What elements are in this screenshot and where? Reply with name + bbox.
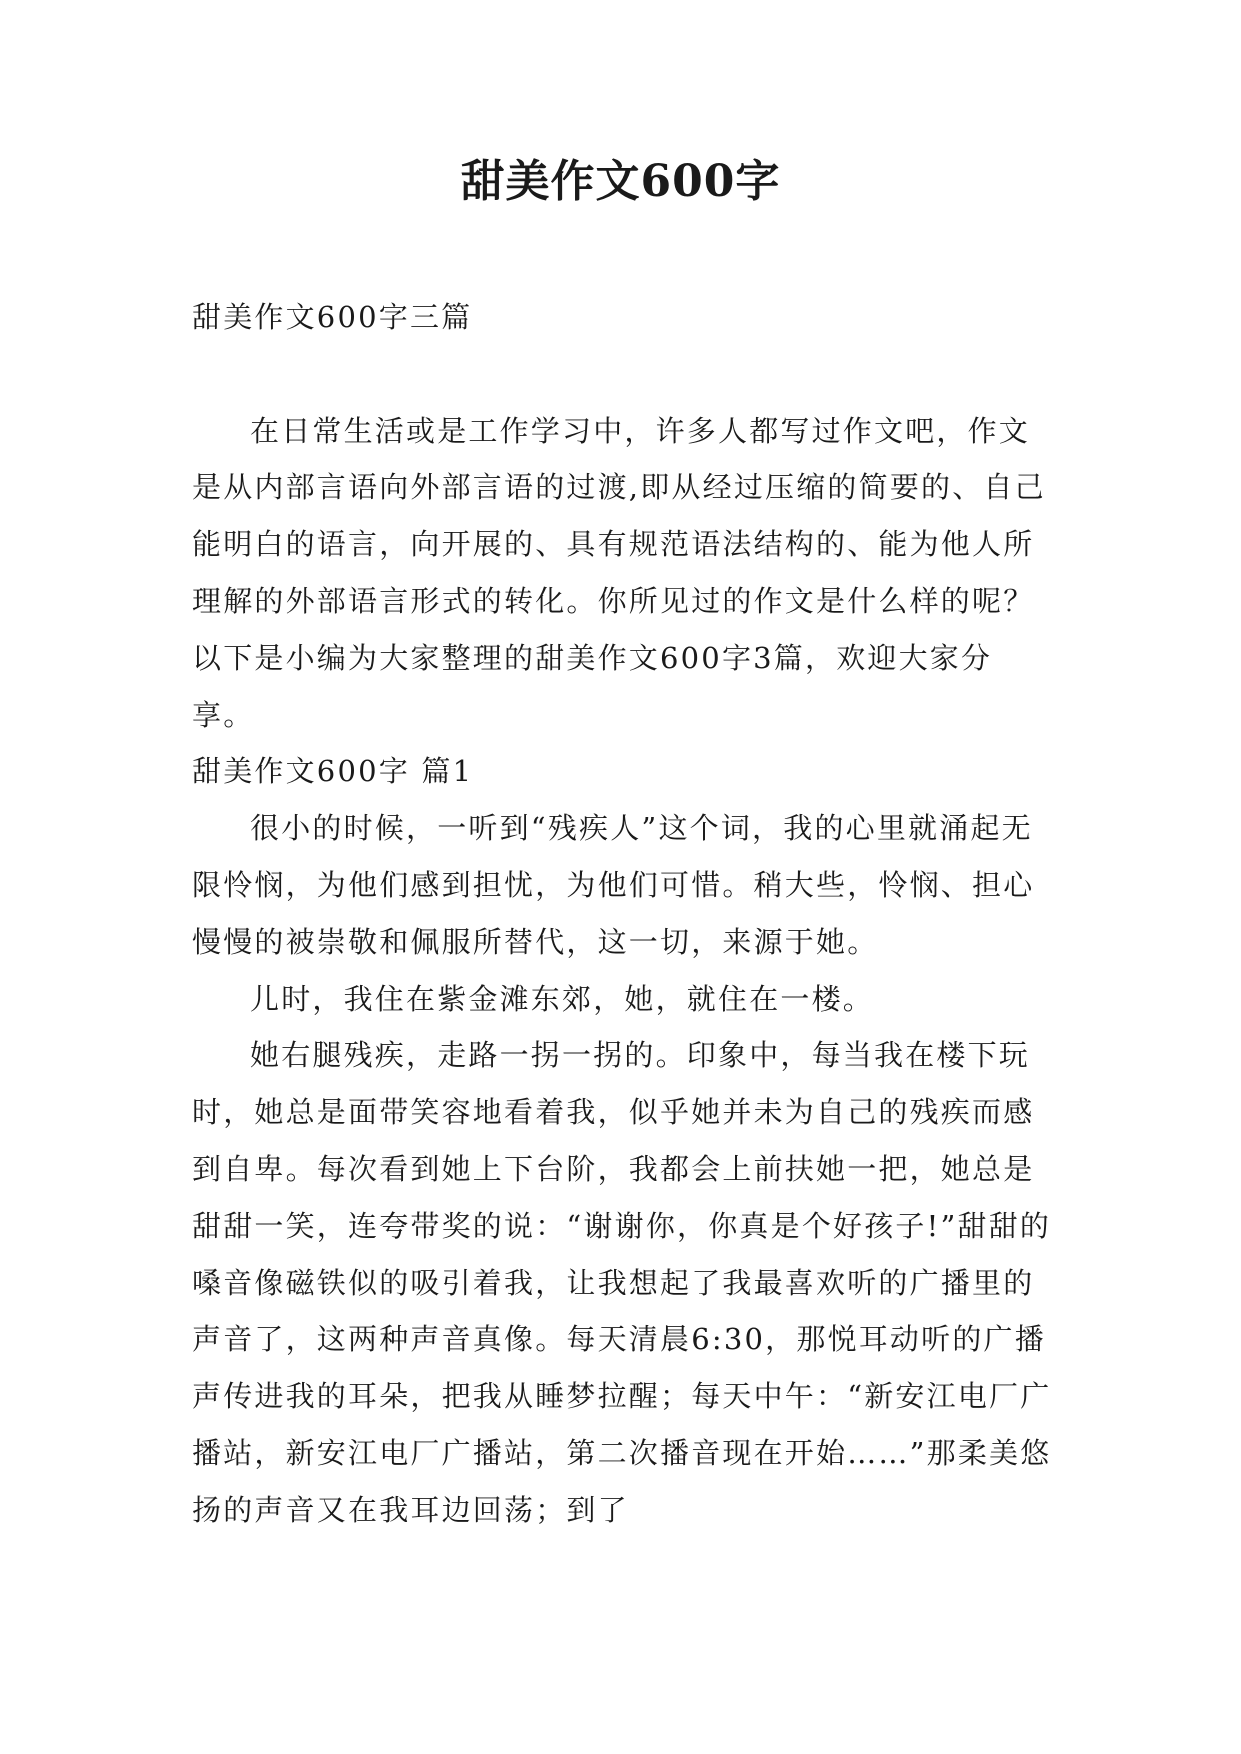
section-heading: 甜美作文600字 篇1 (192, 754, 474, 789)
blank-line (192, 346, 1052, 403)
body-paragraph: 很小的时候，一听到“残疾人”这个词，我的心里就涌起无限怜悯，为他们感到担忧，为他们可惜。稍大些，怜悯、担心慢慢的被崇敬和佩服所替代，这一切，来源于她。 (192, 811, 1035, 959)
body-paragraph: 她右腿残疾，走路一拐一拐的。印象中，每当我在楼下玩时，她总是面带笑容地看着我，似乎她并未为自己的残疾而感到自卑。每次看到她上下台阶，我都会上前扶她一把，她总是甜甜一笑，连夸带奖的说：“谢谢你，你真是个好孩子!”甜甜的嗓音像磁铁似的吸引着我，让我想起了我最喜欢听的广播里的声音了，这两种声音真像。每天清晨6:30，那悦耳动听的广播声传进我的耳朵，把我从睡梦拉醒；每天中午：“新安江电厂广播站，新安江电厂广播站，第二次播音现在开始……”那柔美悠扬的声音又在我耳边回荡；到了 (192, 1038, 1052, 1527)
document-subtitle: 甜美作文600字三篇 (192, 300, 473, 334)
intro-paragraph: 在日常生活或是工作学习中，许多人都写过作文吧，作文是从内部言语向外部言语的过渡,即从经过压缩的简要的、自己能明白的语言，向开展的、具有规范语法结构的、能为他人所理解的外部语言形式的转化。你所见过的作文是什么样的呢？以下是小编为大家整理的甜美作文600字3篇，欢迎大家分享。 (192, 413, 1046, 732)
body-paragraph: 儿时，我住在紫金滩东郊，她，就住在一楼。 (250, 981, 875, 1016)
document-title: 甜美作文600字 (460, 156, 781, 207)
document-body (192, 289, 1052, 1539)
